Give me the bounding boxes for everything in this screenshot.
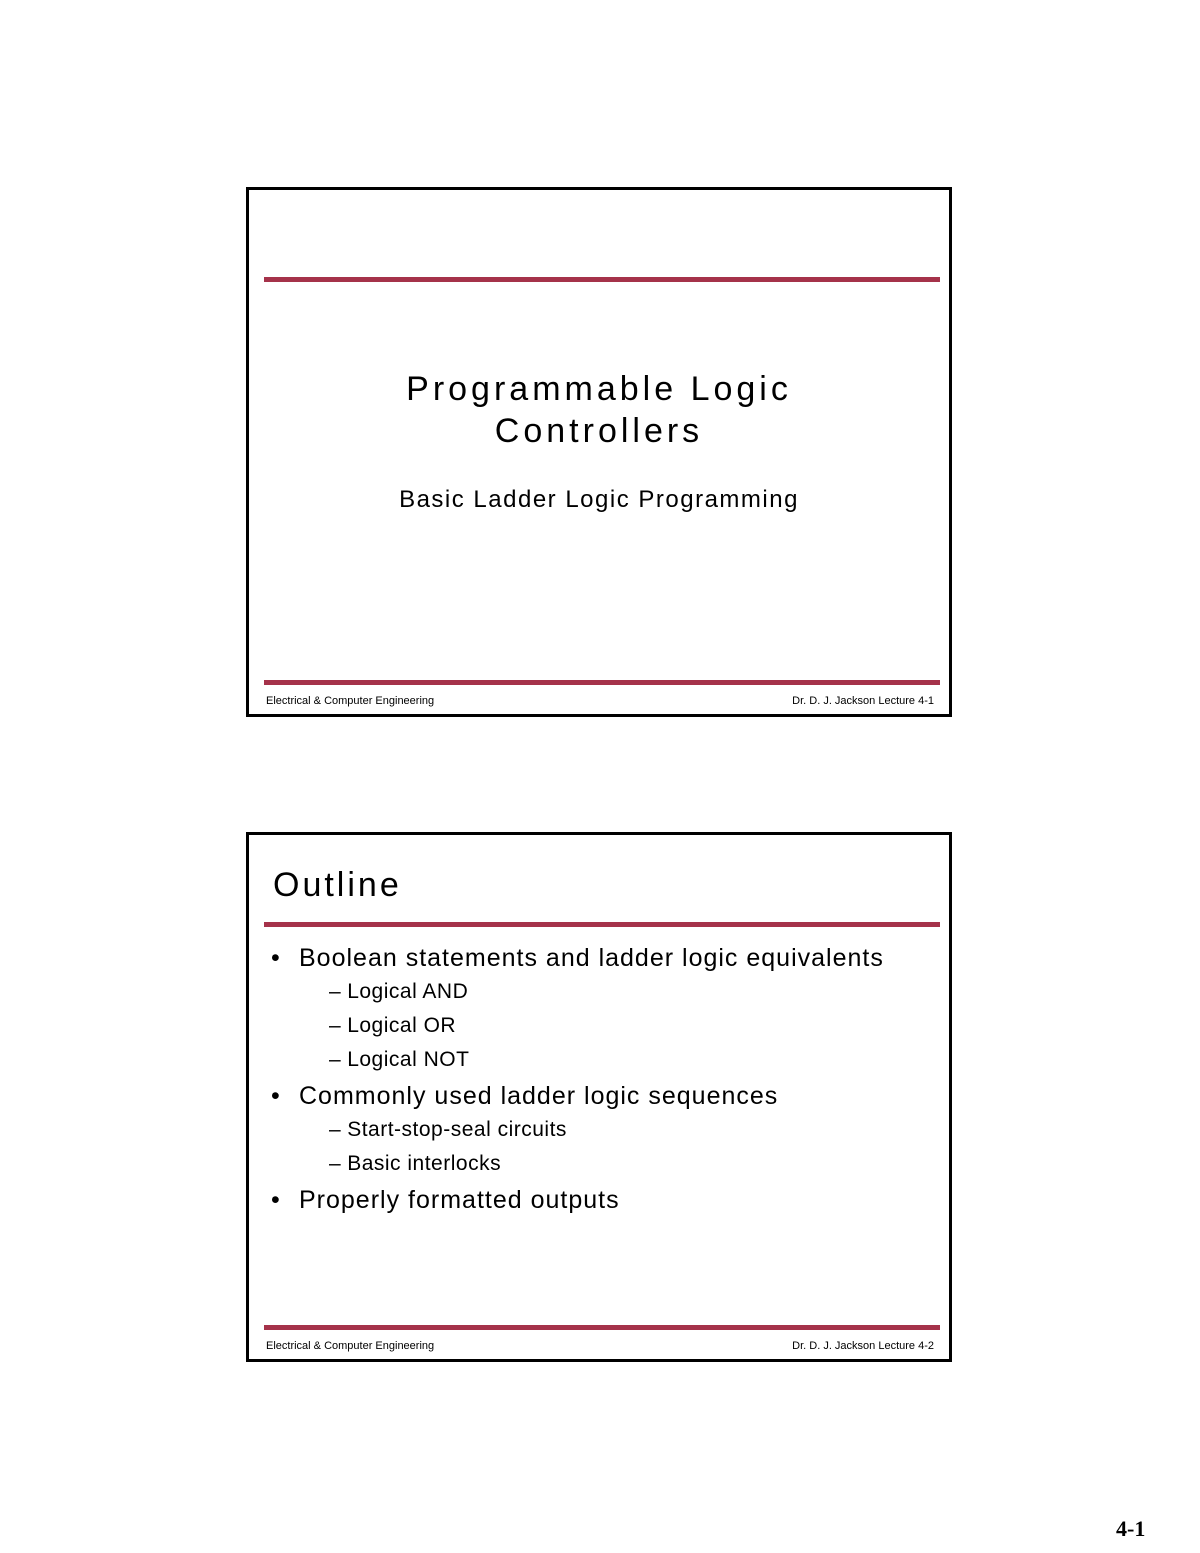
list-item — [271, 941, 931, 1077]
title-block — [249, 368, 949, 514]
sub-list-item — [299, 1009, 931, 1043]
sub-item-text: Logical NOT — [347, 1048, 470, 1071]
dash-marker: – — [329, 1014, 342, 1037]
sub-list-item — [299, 1113, 931, 1147]
bullet-text: Commonly used ladder logic sequences — [299, 1082, 779, 1110]
dash-marker: – — [329, 1152, 342, 1175]
top-divider — [264, 277, 940, 282]
sub-item-text: Logical AND — [347, 980, 469, 1003]
bullet-marker: • — [271, 1082, 281, 1110]
sub-list — [299, 1113, 931, 1181]
slide-subtitle: Basic Ladder Logic Programming — [399, 486, 799, 513]
list-item — [271, 1079, 931, 1181]
slide-outline — [246, 832, 952, 1362]
top-divider — [264, 922, 940, 927]
slide-main-title — [249, 368, 949, 452]
footer-lecture: Dr. D. J. Jackson Lecture 4-2 — [792, 1340, 934, 1352]
page-number: 4-1 — [1116, 1516, 1146, 1541]
outline-list — [271, 939, 931, 1217]
sub-list-item — [299, 975, 931, 1009]
bottom-divider — [264, 1325, 940, 1330]
sub-item-text: Basic interlocks — [347, 1152, 502, 1175]
title-line-1: Programmable Logic — [406, 370, 792, 408]
bullet-text: Boolean statements and ladder logic equivalents — [299, 944, 884, 972]
bottom-divider — [264, 680, 940, 685]
footer-department: Electrical & Computer Engineering — [266, 1340, 435, 1352]
list-item — [271, 1183, 931, 1217]
slide-title — [246, 187, 952, 717]
sub-list-item — [299, 1043, 931, 1077]
sub-list — [299, 975, 931, 1077]
title-line-2: Controllers — [494, 412, 704, 450]
dash-marker: – — [329, 1118, 342, 1141]
sub-item-text: Logical OR — [347, 1014, 457, 1037]
bullet-text: Properly formatted outputs — [299, 1186, 620, 1214]
footer-department: Electrical & Computer Engineering — [266, 695, 435, 707]
slide-heading: Outline — [273, 866, 402, 904]
bullet-marker: • — [271, 1186, 281, 1214]
dash-marker: – — [329, 980, 342, 1003]
sub-list-item — [299, 1147, 931, 1181]
dash-marker: – — [329, 1048, 342, 1071]
footer-lecture: Dr. D. J. Jackson Lecture 4-1 — [792, 695, 934, 707]
bullet-marker: • — [271, 944, 281, 972]
sub-item-text: Start-stop-seal circuits — [347, 1118, 567, 1141]
